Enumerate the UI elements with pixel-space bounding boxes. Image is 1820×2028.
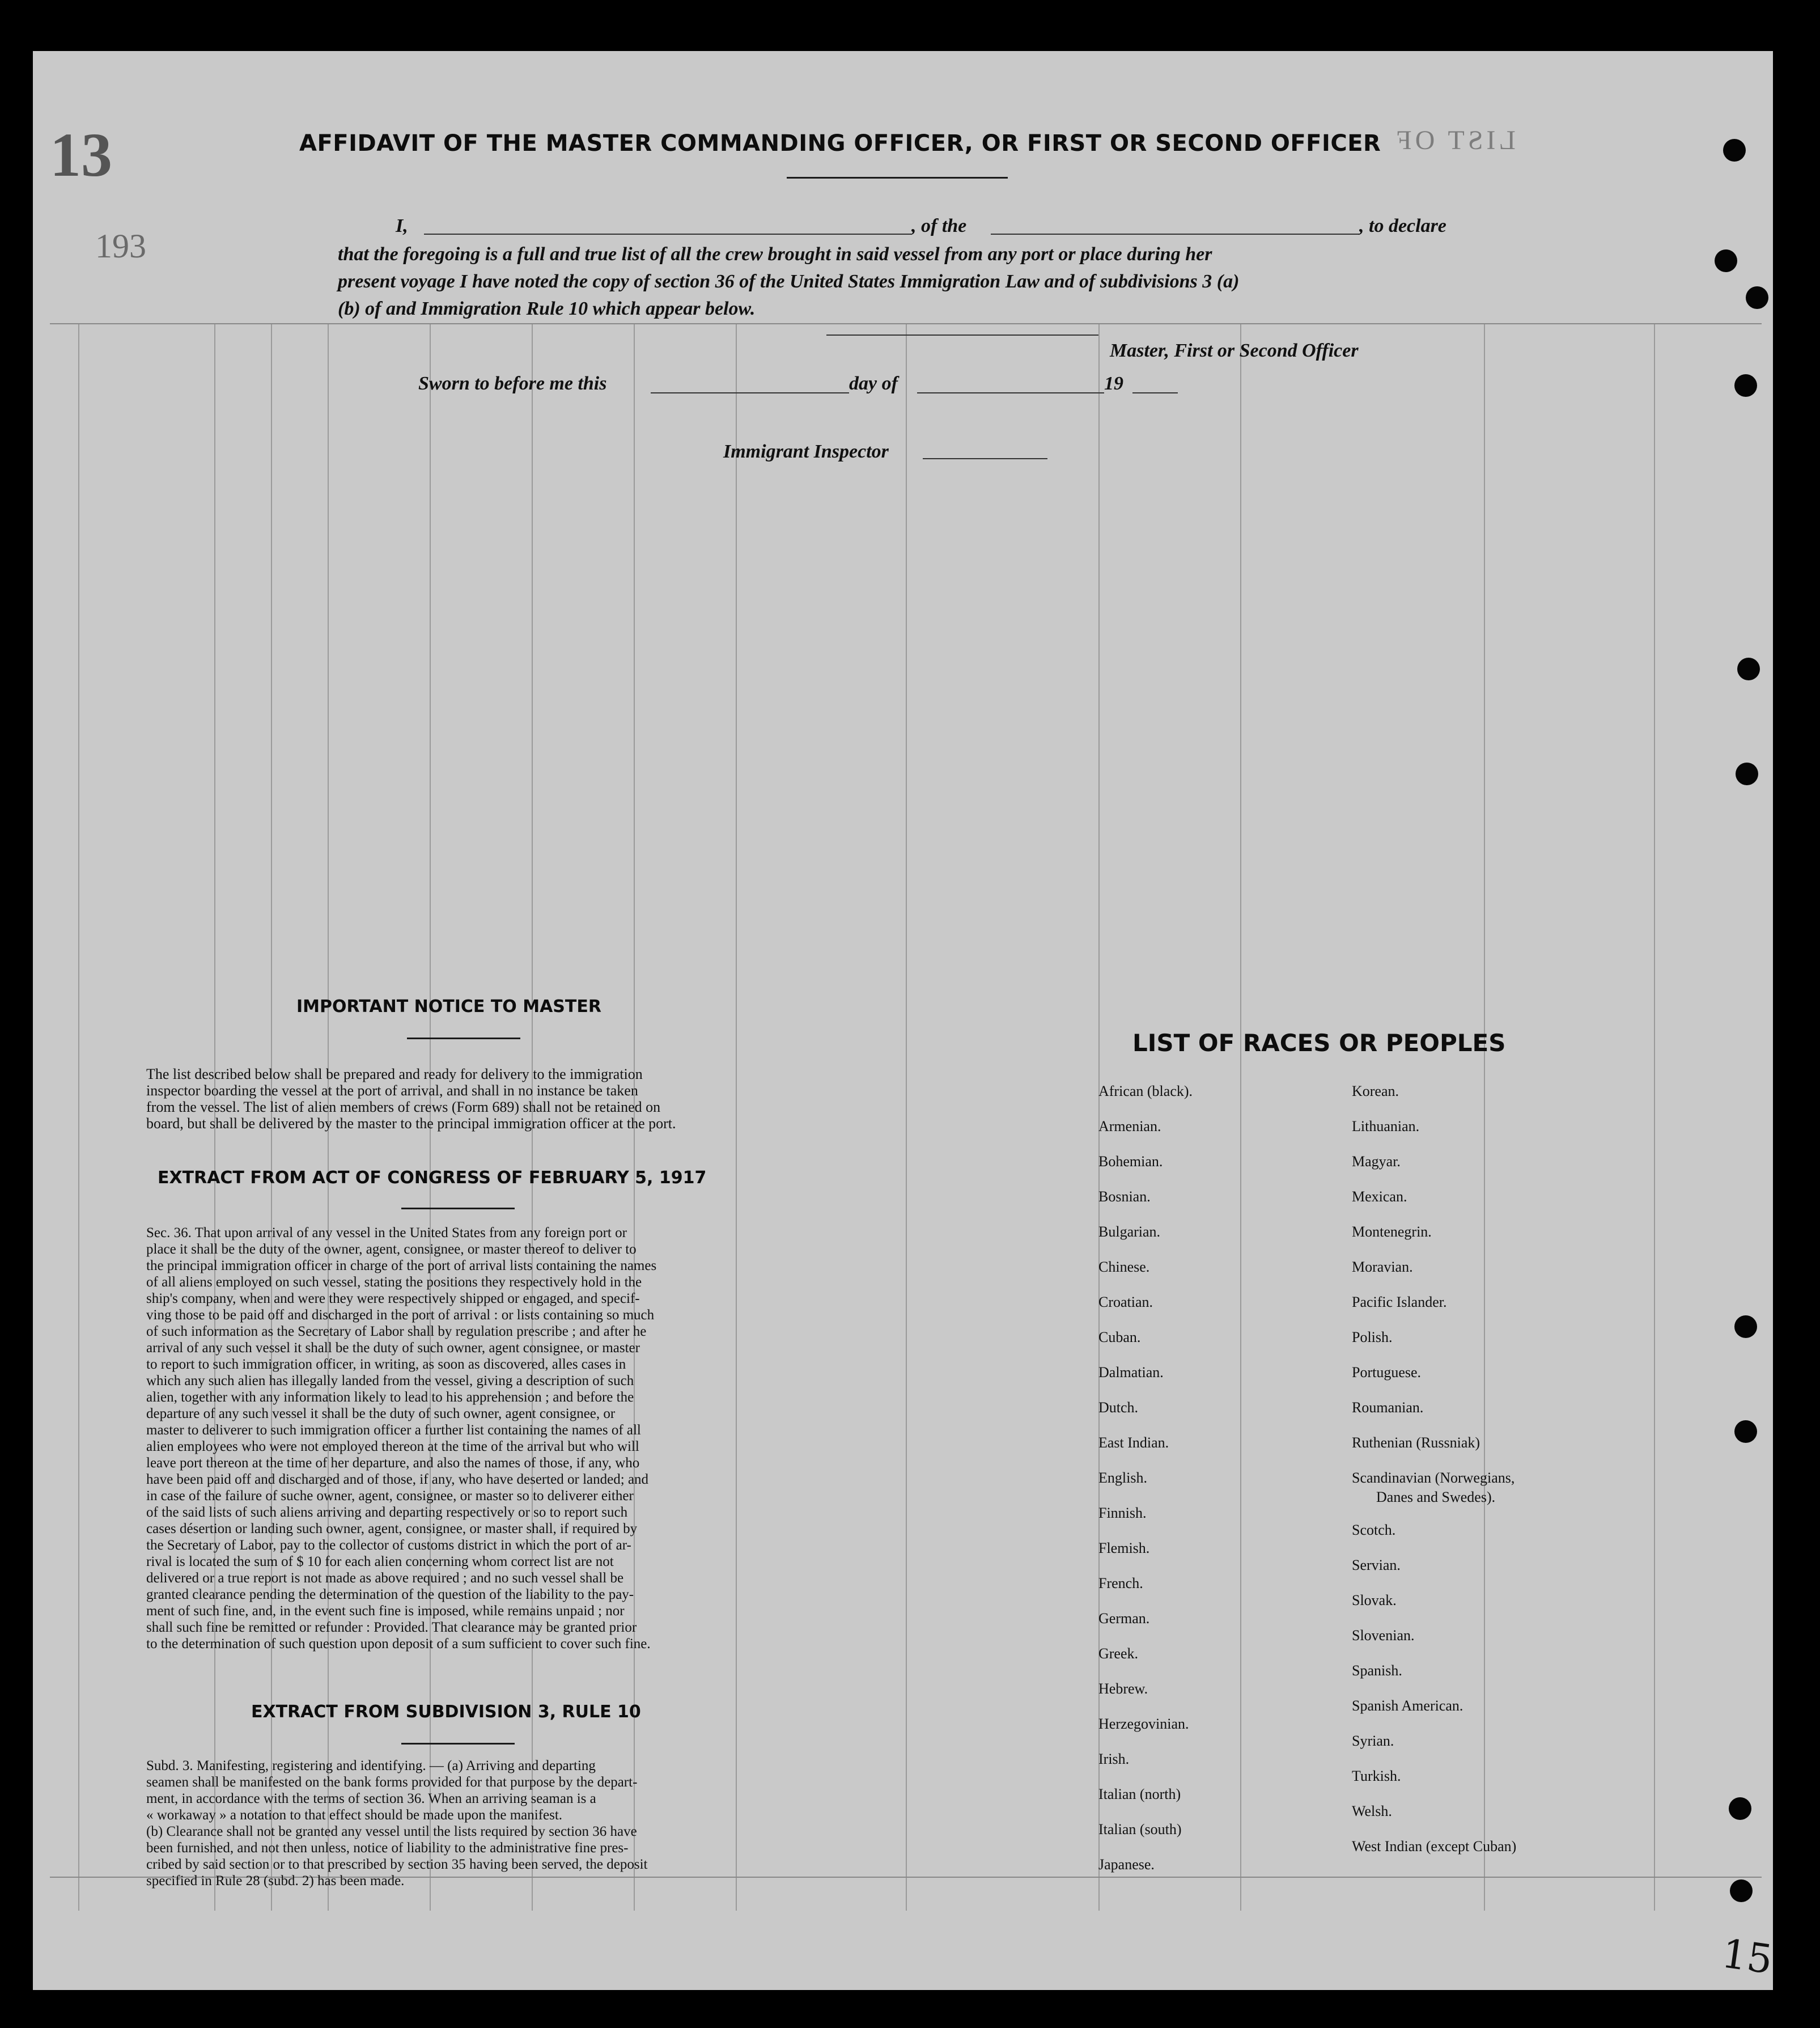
- race-left: East Indian.: [1098, 1434, 1169, 1451]
- race-right: Syrian.: [1352, 1733, 1394, 1749]
- day-of-label: day of: [849, 373, 898, 394]
- act-line: rival is located the sum of $ 10 for each alien concerning whom correct list are not: [146, 1554, 614, 1569]
- race-left: Irish.: [1098, 1751, 1130, 1767]
- act-line: the principal immigration officer in charge of the port of arrival lists containing the names: [146, 1258, 657, 1273]
- act-line: ment of such fine, and, in the event such fine is imposed, while remains unpaid ; nor: [146, 1603, 625, 1619]
- name-blank[interactable]: [424, 234, 911, 235]
- table-col-line: [1484, 323, 1485, 1911]
- race-left: Finnish.: [1098, 1505, 1147, 1521]
- act-line: alien employees who were not employed thereon at the time of the arrival but who will: [146, 1439, 639, 1454]
- notice-line: from the vessel. The list of alien members of crews (Form 689) shall not be retained on: [146, 1099, 661, 1115]
- race-left: Croatian.: [1098, 1294, 1153, 1310]
- act-line: departure of any such vessel it shall be the duty of such owner, agent consignee, or: [146, 1406, 616, 1421]
- race-right: Slovak.: [1352, 1592, 1397, 1608]
- race-left: Cuban.: [1098, 1329, 1141, 1345]
- rule-extract-underline: [401, 1743, 515, 1745]
- signature-blank[interactable]: [826, 335, 1098, 336]
- table-top-line: [50, 323, 1762, 324]
- punch-hole: [1737, 658, 1760, 680]
- race-right: Korean.: [1352, 1083, 1399, 1099]
- notice-line: board, but shall be delivered by the master to the principal immigration officer at the port.: [146, 1115, 676, 1132]
- notice-line: The list described below shall be prepared and ready for delivery to the immigration: [146, 1066, 643, 1082]
- declaration-of-the: , of the: [911, 215, 967, 236]
- table-col-line: [906, 323, 907, 1911]
- race-left: French.: [1098, 1575, 1143, 1591]
- rule-line: seamen shall be manifested on the bank forms provided for that purpose by the depart-: [146, 1775, 638, 1790]
- notice-text: [146, 1066, 676, 1132]
- race-right: Servian.: [1352, 1557, 1401, 1573]
- declaration-line-4: (b) of and Immigration Rule 10 which appear below.: [338, 298, 756, 319]
- punch-hole: [1730, 1879, 1753, 1902]
- bleed-through-stamp: 13: [50, 120, 112, 189]
- declaration-line-3: present voyage I have noted the copy of section 36 of the United States Immigration Law and of subdivisions 3 (a): [338, 271, 1240, 292]
- race-left: Italian (north): [1098, 1786, 1181, 1802]
- race-right: Magyar.: [1352, 1153, 1401, 1170]
- declaration-to-declare: , to declare: [1359, 215, 1446, 236]
- race-left: English.: [1098, 1470, 1147, 1486]
- act-line: delivered or a true report is not made as above required ; and no such vessel shall be: [146, 1570, 624, 1586]
- race-left: Bohemian.: [1098, 1153, 1163, 1170]
- race-right: Slovenian.: [1352, 1627, 1415, 1644]
- table-col-line: [736, 323, 737, 1911]
- act-line: Sec. 36. That upon arrival of any vessel in the United States from any foreign port or: [146, 1225, 627, 1240]
- act-line: of such information as the Secretary of Labor shall by regulation prescribe ; and after he: [146, 1324, 647, 1339]
- act-line: to the determination of such question upon deposit of a sum sufficient to cover such fine.: [146, 1636, 651, 1652]
- bleed-through-header: LIST OF: [1393, 125, 1516, 155]
- race-right: Pacific Islander.: [1352, 1294, 1447, 1310]
- act-line: of the said lists of such aliens arriving and departing respectively or so to report such: [146, 1505, 628, 1520]
- affidavit-title: AFFIDAVIT OF THE MASTER COMMANDING OFFICER, OR FIRST OR SECOND OFFICER: [299, 130, 1381, 156]
- race-right: Roumanian.: [1352, 1399, 1424, 1416]
- act-line: have been paid off and discharged and of those, if any, who have deserted or landed; and: [146, 1472, 649, 1487]
- race-left: Dalmatian.: [1098, 1364, 1164, 1381]
- table-col-line: [1098, 323, 1100, 1911]
- sworn-year-blank[interactable]: [1132, 392, 1178, 393]
- punch-hole: [1734, 1420, 1757, 1443]
- race-right: Danes and Swedes).: [1376, 1489, 1496, 1505]
- punch-hole: [1723, 139, 1746, 162]
- punch-hole: [1734, 374, 1757, 397]
- races-title: LIST OF RACES OR PEOPLES: [1132, 1029, 1506, 1057]
- rule-line: Subd. 3. Manifesting, registering and identifying. — (a) Arriving and departing: [146, 1758, 596, 1773]
- year-prefix: 19: [1104, 373, 1123, 394]
- race-right: Spanish.: [1352, 1662, 1402, 1679]
- race-left: German.: [1098, 1610, 1150, 1627]
- sworn-month-blank[interactable]: [917, 392, 1104, 393]
- notice-line: inspector boarding the vessel at the port of arrival, and shall in no instance be taken: [146, 1082, 638, 1099]
- punch-hole: [1746, 286, 1768, 309]
- race-right: Ruthenian (Russniak): [1352, 1434, 1480, 1451]
- rule-extract-title: EXTRACT FROM SUBDIVISION 3, RULE 10: [251, 1702, 641, 1722]
- race-right: Moravian.: [1352, 1259, 1413, 1275]
- table-col-line: [78, 323, 79, 1911]
- title-underline: [787, 177, 1008, 179]
- rule-extract-text: [146, 1758, 647, 1889]
- rule-line: ment, in accordance with the terms of section 36. When an arriving seaman is a: [146, 1791, 596, 1806]
- punch-hole: [1715, 249, 1737, 272]
- rule-line: specified in Rule 28 (subd. 2) has been made.: [146, 1873, 405, 1889]
- rule-line: (b) Clearance shall not be granted any vessel until the lists required by section 36 have: [146, 1824, 637, 1839]
- signature-label: Master, First or Second Officer: [1110, 340, 1359, 361]
- race-left: Bosnian.: [1098, 1188, 1151, 1205]
- act-line: cases désertion or landing such owner, agent, consignee, or master shall, if required by: [146, 1521, 638, 1536]
- table-col-line: [1654, 323, 1655, 1911]
- act-extract-text: [146, 1225, 656, 1652]
- notice-title: IMPORTANT NOTICE TO MASTER: [296, 997, 601, 1017]
- race-left: Flemish.: [1098, 1540, 1150, 1556]
- sworn-label: Sworn to before me this: [418, 373, 607, 394]
- race-right: Mexican.: [1352, 1188, 1407, 1205]
- act-line: in case of the failure of suche owner, agent, consignee, or master so to deliverer either: [146, 1488, 634, 1504]
- declaration-line-2: that the foregoing is a full and true list of all the crew brought in said vessel from any port or place during her: [338, 244, 1212, 265]
- act-line: alien, together with any information likely to lead to his apprehension ; and before the: [146, 1390, 634, 1405]
- race-left: Hebrew.: [1098, 1680, 1148, 1697]
- act-line: of all aliens employed on such vessel, stating the positions they respectively hold in the: [146, 1275, 642, 1290]
- rule-line: been furnished, and not then unless, notice of liability to the administrative fine pres-: [146, 1840, 629, 1856]
- inspector-label: Immigrant Inspector: [723, 441, 889, 462]
- act-line: ving those to be paid off and discharged in the port of arrival : or lists containing so much: [146, 1307, 655, 1323]
- document-page: [33, 51, 1776, 1990]
- race-right: Scotch.: [1352, 1522, 1396, 1538]
- race-left: Bulgarian.: [1098, 1223, 1161, 1240]
- act-extract-underline: [401, 1208, 515, 1209]
- act-line: the Secretary of Labor, pay to the collector of customs district in which the port of ar-: [146, 1538, 631, 1553]
- rule-line: cribed by said section or to that prescribed by section 35 having been served, the deposit: [146, 1857, 648, 1872]
- act-line: granted clearance pending the determination of the question of the liability to the pay-: [146, 1587, 634, 1602]
- race-left: Dutch.: [1098, 1399, 1139, 1416]
- race-left: Japanese.: [1098, 1856, 1155, 1873]
- race-right: Spanish American.: [1352, 1697, 1463, 1714]
- act-line: leave port thereon at the time of her departure, and also the names of those, if any, who: [146, 1455, 640, 1471]
- table-col-line: [1240, 323, 1241, 1911]
- act-line: which any such alien has illegally landed from the vessel, giving a description of such: [146, 1373, 634, 1388]
- race-right: Scandinavian (Norwegians,: [1352, 1470, 1515, 1486]
- act-line: to report to such immigration officer, in writing, as soon as discovered, alles cases in: [146, 1357, 626, 1372]
- race-right: Turkish.: [1352, 1768, 1401, 1784]
- act-line: ship's company, when and were they were respectively shipped or engaged, and specif-: [146, 1291, 640, 1306]
- inspector-blank[interactable]: [923, 458, 1047, 459]
- act-line: shall such fine be remitted or refunder : Provided. That clearance may be granted prior: [146, 1620, 637, 1635]
- race-right: Welsh.: [1352, 1803, 1392, 1819]
- race-left: African (black).: [1098, 1083, 1193, 1099]
- race-left: Armenian.: [1098, 1118, 1161, 1134]
- notice-underline: [407, 1038, 520, 1039]
- race-right: West Indian (except Cuban): [1352, 1838, 1517, 1855]
- vessel-blank[interactable]: [991, 234, 1359, 235]
- declaration-i: I,: [396, 215, 408, 236]
- punch-hole: [1734, 1315, 1757, 1338]
- act-line: arrival of any such vessel it shall be the duty of such owner, agent consignee, or master: [146, 1340, 640, 1356]
- sworn-day-blank[interactable]: [651, 392, 849, 393]
- race-left: Greek.: [1098, 1645, 1139, 1662]
- race-right: Polish.: [1352, 1329, 1393, 1345]
- race-right: Montenegrin.: [1352, 1223, 1432, 1240]
- punch-hole: [1729, 1797, 1751, 1820]
- race-left: Herzegovinian.: [1098, 1716, 1189, 1732]
- rule-line: « workaway » a notation to that effect should be made upon the manifest.: [146, 1807, 563, 1823]
- bleed-through-number: 193: [95, 227, 146, 265]
- race-right: Lithuanian.: [1352, 1118, 1420, 1134]
- race-right: Portuguese.: [1352, 1364, 1422, 1381]
- race-left: Chinese.: [1098, 1259, 1150, 1275]
- act-line: place it shall be the duty of the owner, agent, consignee, or master thereof to deliver to: [146, 1242, 637, 1257]
- race-left: Italian (south): [1098, 1821, 1182, 1838]
- punch-hole: [1736, 763, 1758, 785]
- act-extract-title: EXTRACT FROM ACT OF CONGRESS OF FEBRUARY 5, 1917: [158, 1168, 707, 1188]
- act-line: master to deliverer to such immigration officer a further list containing the names of all: [146, 1422, 641, 1438]
- margin-page-number: 15: [1719, 1930, 1776, 1983]
